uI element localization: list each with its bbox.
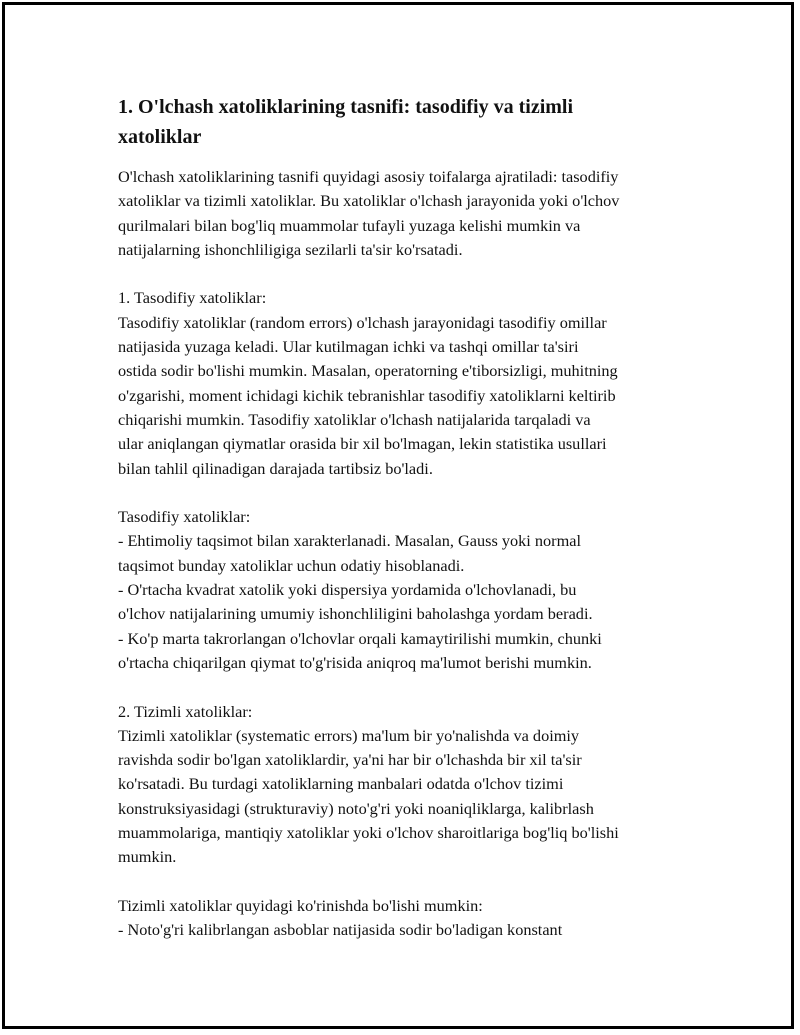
paragraph-spacer xyxy=(118,675,678,699)
intro-paragraph: O'lchash xatoliklarining tasnifi quyidagi asosiy toifalarga ajratiladi: tasodifiy xatoliklar va tizimli xatoliklar. Bu xatoliklar o'lchash jarayonida yoki o'lchov qurilmalari bilan bog'liq muammolar tufayli yuzaga kelishi mumkin va natijalarning ishonchliligiga sezilarli ta'sir ko'rsatadi. xyxy=(118,167,620,259)
document-body xyxy=(118,92,678,943)
document-heading: 1. O'lchash xatoliklarining tasnifi: tasodifiy va tizimli xatoliklar xyxy=(118,96,574,148)
random-errors-section: 1. Tasodifiy xatoliklar: Tasodifiy xatoliklar (random errors) o'lchash jarayonidagi tasodifiy omillar natijasida yuzaga keladi. Ular kutilmagan ichki va tashqi omillar ta'siri ostida sodir bo'lishi mumkin. Masalan, operatorning e'tiborsizligi, muhitning o'zgarishi, moment ichidagi kichik tebranishlar tasodifiy xatoliklarni keltirib chiqarishi mumkin. Tasodifiy xatoliklar o'lchash natijalarida tarqaladi va ular aniqlangan qiymatlar orasida bir xil bo'lmagan, lekin statistika usullari bilan tahlil qilinadigan darajada tartibsiz bo'ladi. xyxy=(118,288,618,478)
paragraph-spacer xyxy=(118,262,678,286)
paragraph-spacer xyxy=(118,481,678,505)
systematic-errors-section: 2. Tizimli xatoliklar: Tizimli xatoliklar (systematic errors) ma'lum bir yo'nalishda va doimiy ravishda sodir bo'lgan xatoliklardir, ya'ni har bir o'lchashda bir xil ta'sir ko'rsatadi. Bu turdagi xatoliklarning manbalari odatda o'lchov tizimi konstruksiyasidagi (strukturaviy) noto'g'ri yoki noaniqliklarga, kalibrlash muammolariga, mantiqiy xatoliklar yoki o'lchov sharoitlariga bog'liq bo'lishi mumkin. xyxy=(118,701,619,867)
random-errors-properties-list: Tasodifiy xatoliklar: - Ehtimoliy taqsimot bilan xarakterlanadi. Masalan, Gauss yoki normal taqsimot bunday xatoliklar uchun odatiy hisoblanadi. - O'rtacha kvadrat xatolik yoki dispersiya yordamida o'lchovlanadi, bu o'lchov natijalarining umumiy ishonchliligini baholashga yordam beradi. - Ko'p marta takrorlangan o'lchovlar orqali kamaytirilishi mumkin, chunki o'rtacha chiqarilgan qiymat to'g'risida aniqroq ma'lumot berishi mumkin. xyxy=(118,507,602,672)
paragraph-spacer xyxy=(118,870,678,894)
systematic-errors-forms-list: Tizimli xatoliklar quyidagi ko'rinishda bo'lishi mumkin: - Noto'g'ri kalibrlangan asboblar natijasida sodir bo'ladigan konstant xyxy=(118,895,563,940)
